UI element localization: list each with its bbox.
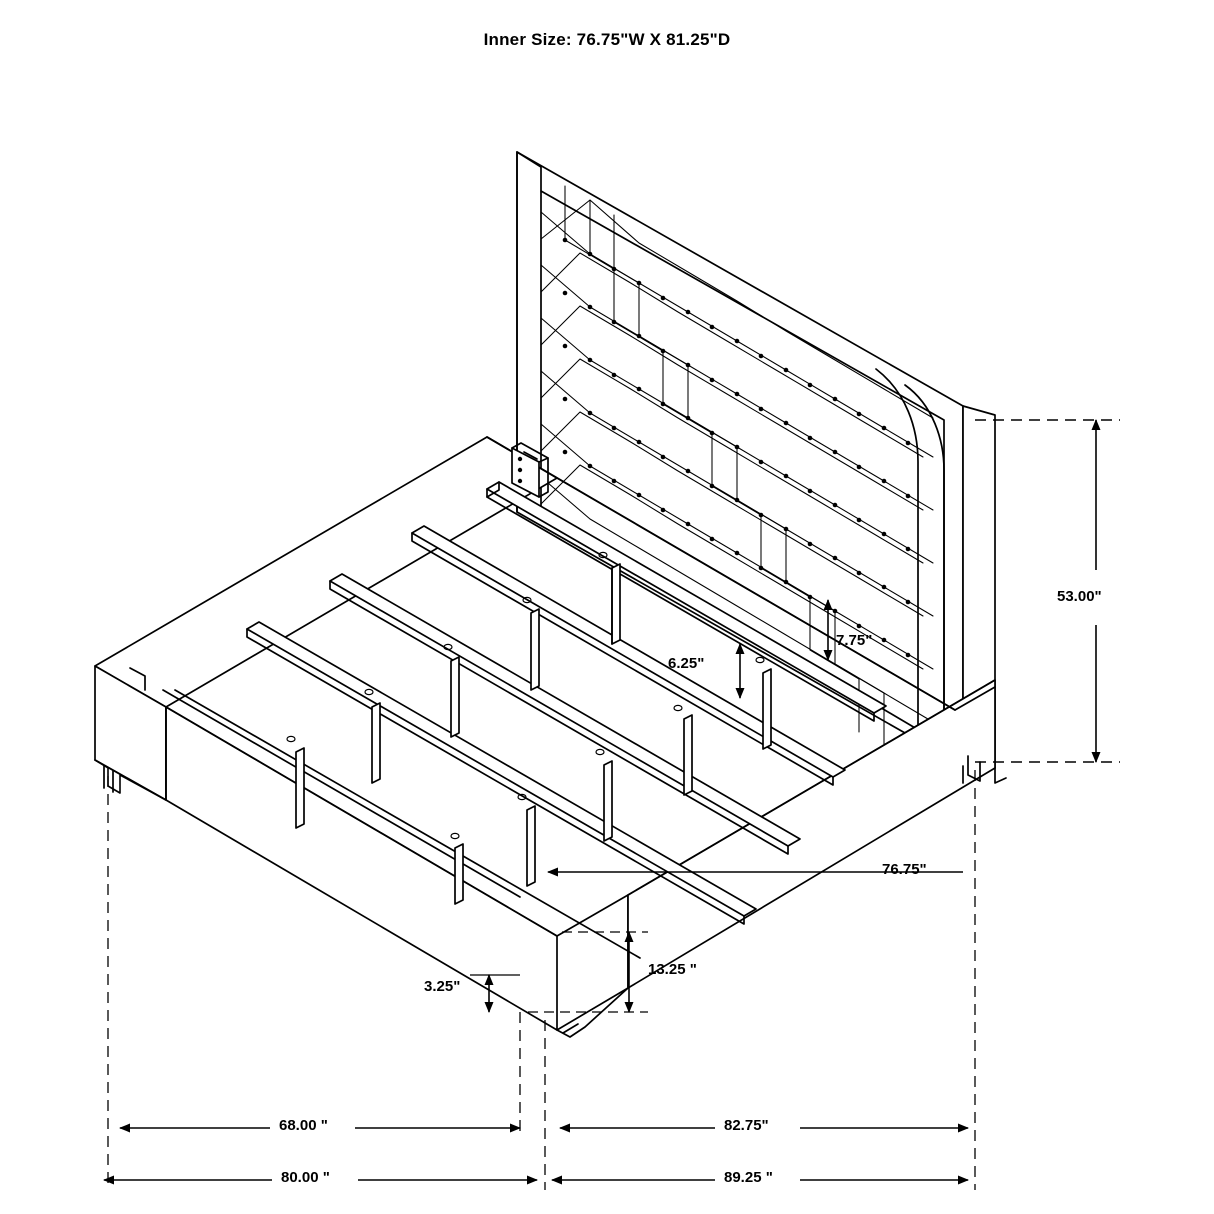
dimension-7-75: 7.75" xyxy=(836,632,873,649)
dimension-53: 53.00" xyxy=(1057,588,1102,605)
page-title: Inner Size: 76.75"W X 81.25"D xyxy=(483,30,731,49)
dimension-82-75: 82.75" xyxy=(724,1117,769,1134)
dimension-80: 80.00 " xyxy=(281,1169,330,1186)
dimension-76-75: 76.75" xyxy=(882,861,927,878)
bed-outline xyxy=(95,152,1006,1037)
dimension-3-25: 3.25" xyxy=(424,978,461,995)
dimension-6-25: 6.25" xyxy=(668,655,705,672)
dimension-68: 68.00 " xyxy=(279,1117,328,1134)
dimension-89-25: 89.25 " xyxy=(724,1169,773,1186)
dimension-13-25: 13.25 " xyxy=(648,961,697,978)
